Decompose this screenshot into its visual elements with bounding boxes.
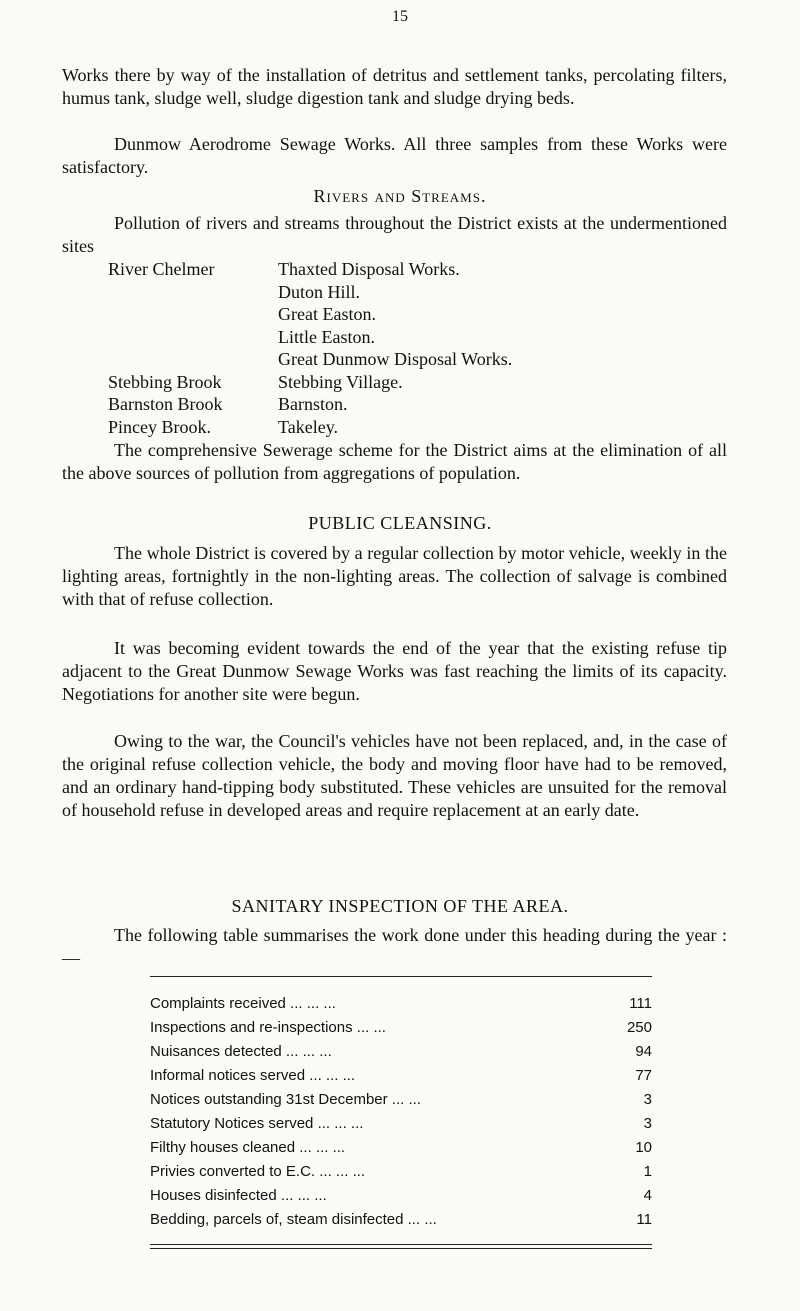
row-value: 250: [626, 1019, 652, 1036]
table-bottom-rule: [150, 1244, 652, 1245]
inspection-summary-table: [150, 992, 652, 1232]
table-row: [150, 1208, 652, 1232]
pollution-site-row: [108, 303, 512, 326]
paragraph-comprehensive-scheme: The comprehensive Sewerage scheme for the District aims at the elimination of all the above sources of pollution from aggregations of population.: [62, 440, 727, 483]
paragraph-pollution: Pollution of rivers and streams throughout the District exists at the undermentioned sites: [62, 213, 727, 256]
paragraph-works: Works there by way of the installation of detritus and settlement tanks, percolating filters, humus tank, sludge well, sludge digestion tank and sludge drying beds.: [62, 65, 727, 108]
page-number: 15: [392, 8, 408, 25]
table-row: [150, 1184, 652, 1208]
site-name: Duton Hill.: [278, 281, 361, 302]
paragraph-whole-district: The whole District is covered by a regular collection by motor vehicle, weekly in the lighting areas, fortnightly in the non-lighting areas. The collection of salvage is combined with that of refuse collection.: [62, 543, 727, 609]
paragraph-vehicles: Owing to the war, the Council's vehicles have not been replaced, and, in the case of the original refuse collection vehicle, the body and moving floor have had to be removed, and an ordinary hand-tipping body substituted. These vehicles are unsuited for the removal of household refuse in developed areas and require replacement at an early date.: [62, 731, 727, 820]
table-row: [150, 1160, 652, 1184]
pollution-sites-table: [108, 258, 512, 438]
table-row: [150, 1136, 652, 1160]
pollution-site-row: [108, 371, 512, 394]
table-row: [150, 1040, 652, 1064]
pollution-site-row: [108, 258, 512, 281]
river-name: Barnston Brook: [108, 394, 223, 414]
table-row: [150, 1064, 652, 1088]
site-name: Takeley.: [278, 416, 339, 437]
row-value: 10: [635, 1139, 652, 1156]
river-name: [108, 348, 278, 371]
pollution-site-row: [108, 348, 512, 371]
row-label: Filthy houses cleaned ... ... ...: [150, 1139, 346, 1156]
paragraph-refuse-tip: It was becoming evident towards the end of the year that the existing refuse tip adjacent to the Great Dunmow Sewage Works was fast reaching the limits of its capacity. Negotiations for another site were begun.: [62, 638, 727, 704]
row-value: 77: [635, 1067, 652, 1084]
river-name: [108, 303, 278, 326]
river-name: [108, 326, 278, 349]
site-name: Barnston.: [278, 394, 348, 414]
row-label: Inspections and re-inspections ... ...: [150, 1019, 386, 1036]
site-name: Great Dunmow Disposal Works.: [278, 349, 513, 369]
river-name: Pincey Brook.: [108, 416, 211, 437]
row-value: 111: [629, 995, 652, 1012]
heading-public-cleansing: PUBLIC CLEANSING.: [308, 513, 492, 533]
heading-sanitary-inspection: SANITARY INSPECTION OF THE AREA.: [231, 896, 569, 916]
site-name: Great Easton.: [278, 304, 376, 324]
pollution-site-row: [108, 326, 512, 349]
river-name: River Chelmer: [108, 259, 215, 279]
table-top-rule: [150, 976, 652, 977]
table-row: [150, 1016, 652, 1040]
row-label: Notices outstanding 31st December ... ...: [150, 1091, 421, 1108]
table-row: [150, 1088, 652, 1112]
row-value: 4: [643, 1187, 652, 1204]
table-row: [150, 992, 652, 1016]
table-row: [150, 1112, 652, 1136]
row-value: 3: [643, 1115, 652, 1132]
river-name: Stebbing Brook: [108, 371, 222, 392]
heading-rivers-and-streams: Rivers and Streams.: [313, 186, 487, 206]
row-value: 1: [643, 1163, 652, 1180]
site-name: Thaxted Disposal Works.: [278, 259, 460, 279]
table-bottom-rule-double: [150, 1248, 652, 1249]
row-label: Statutory Notices served ... ... ...: [150, 1115, 364, 1132]
paragraph-dunmow-aerodrome: Dunmow Aerodrome Sewage Works. All three samples from these Works were satisfactory.: [62, 134, 727, 177]
row-label: Bedding, parcels of, steam disinfected ... ...: [150, 1211, 437, 1228]
row-label: Informal notices served ... ... ...: [150, 1067, 356, 1084]
row-label: Privies converted to E.C. ... ... ...: [150, 1163, 366, 1180]
row-value: 3: [643, 1091, 652, 1108]
site-name: Stebbing Village.: [278, 371, 403, 392]
pollution-site-row: [108, 416, 512, 439]
river-name: [108, 281, 278, 304]
pollution-site-row: [108, 393, 512, 416]
pollution-site-row: [108, 281, 512, 304]
row-label: Nuisances detected ... ... ...: [150, 1043, 332, 1060]
row-value: 11: [636, 1211, 652, 1228]
row-label: Complaints received ... ... ...: [150, 995, 336, 1012]
site-name: Little Easton.: [278, 326, 375, 347]
row-value: 94: [635, 1043, 652, 1060]
paragraph-following-table: The following table summarises the work done under this heading during the year :—: [62, 925, 727, 968]
row-label: Houses disinfected ... ... ...: [150, 1187, 327, 1204]
